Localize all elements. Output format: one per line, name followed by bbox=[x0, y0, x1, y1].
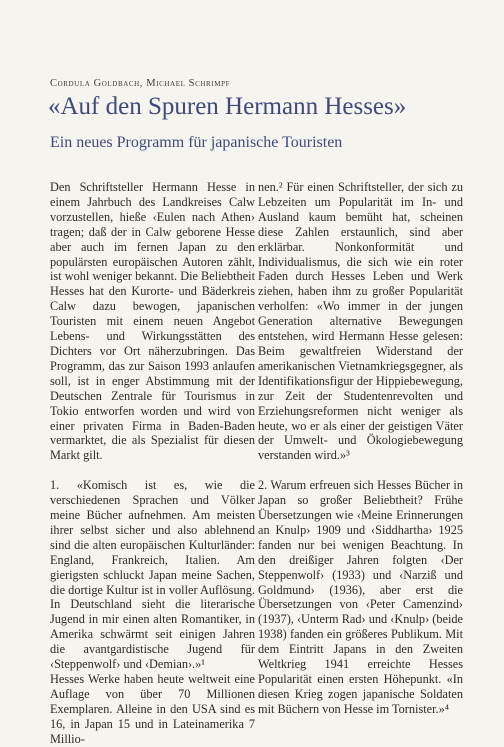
article-authors: Cordula Goldbach, Michael Schrimpf bbox=[50, 78, 231, 89]
section-2-paragraph: 2. Warum erfreuen sich Hesses Bücher in Japan so großer Beliebtheit? Frühe Übersetzungen wie ‹Meine Erinnerungen an Knulp› 1909 und ‹Siddhartha› 1925 fanden nur bei wenigen Beachtung. In den dreißiger Jahren folgten ‹Der Steppenwolf› (1933) und ‹Narziß und Goldmund› (1936), aber erst die Übersetzungen von ‹Peter Camenzind› (1937), ‹Unterm Rad› und ‹Knulp› (beide 1938) fanden ein größeres Publikum. Mit dem Eintritt Japans in den Zweiten Weltkrieg 1941 erreichte Hesses Popularität einen ersten Höhepunkt. «In diesen Krieg zogen japanische Soldaten mit Büchern von Hesse im Tornister.»⁴ bbox=[258, 478, 463, 716]
section-1-paragraph: 1. «Komisch ist es, wie die verschiedenen Sprachen und Völker meine Bücher aufnehmen. Am meisten ihrer selbst sicher und also ablehnend sind die alten europäischen Kulturländer: England, Frankreich, Italien. Am gierigsten schluckt Japan meine Sachen, die dortige Kultur ist in voller Auflösung. In Deutschland sieht die literarische Jugend in mir einen alten Romantiker, in Amerika schwärmt seit einigen Jahren die avantgardistische Jugend für ‹Steppenwolf› und ‹Demian›.»¹ bbox=[50, 478, 255, 672]
article-title: «Auf den Spuren Hermann Hesses» bbox=[48, 93, 407, 120]
intro-paragraph: Den Schriftsteller Hermann Hesse in einem Jahrbuch des Landkreises Calw vorzustellen, hieße ‹Eulen nach Athen› tragen; daß der in Calw geborene Hesse aber auch im fernen Japan zu den populärsten europäischen Autoren zählt, ist wohl weniger bekannt. Die Beliebtheit Hesses hat den Kurorte- und Bäderkreis Calw dazu bewogen, japanischen Touristen mit einem neuen Angebot Lebens- und Wirkungsstätten des Dichters vor Ort näherzubringen. Das Programm, das zur Saison 1993 anlaufen soll, ist in enger Abstimmung mit der Deutschen Zentrale für Tourismus in Tokio entworfen worden und wird von einer privaten Firma in Baden-Baden vermarktet, die als Spezialist für diesen Markt gilt. bbox=[50, 180, 255, 463]
article-subtitle: Ein neues Programm für japanische Touristen bbox=[50, 134, 343, 151]
left-column bbox=[50, 180, 255, 747]
circulation-paragraph: Hesses Werke haben heute weltweit eine Auflage von über 70 Millionen Exemplaren. Alleine in den USA sind es 16, in Japan 15 und in Lateinamerika 7 Millio- bbox=[50, 672, 255, 746]
right-column bbox=[258, 180, 463, 717]
popularity-paragraph: nen.² Für einen Schriftsteller, der sich zu Lebzeiten um Popularität im In- und Ausland kaum bemüht hat, scheinen diese Zahlen erstaunlich, sind aber erklärbar. Nonkonformität und Individualismus, die sich wie ein roter Faden durch Hesses Leben und Werk ziehen, haben ihm zu großer Popularität verholfen: «Wo immer in der jungen Generation alternative Bewegungen entstehen, wird Hermann Hesse gelesen: Beim gewaltfreien Widerstand der amerikanischen Vietnamkriegsgegner, als Identifikationsfigur der Hippiebewegung, zur Zeit der Studentenrevolten und Erziehungsreformen nicht weniger als heute, wo er als einer der geistigen Väter der Umwelt- und Ökologiebewegung verstanden wird.»³ bbox=[258, 180, 463, 463]
